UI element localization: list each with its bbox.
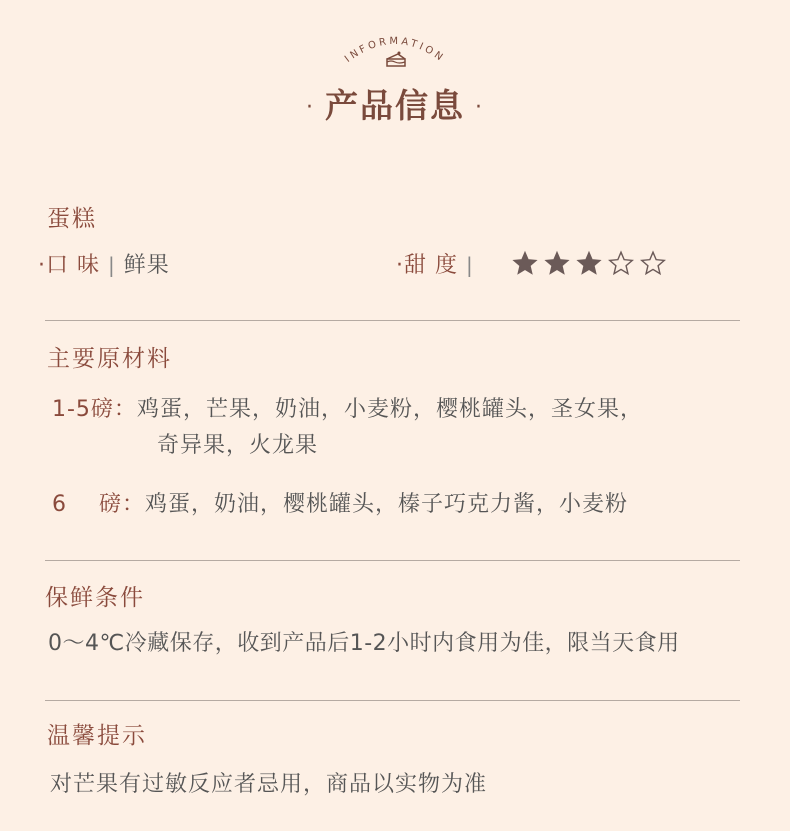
- divider-3: [45, 700, 740, 701]
- page-title: [0, 80, 790, 127]
- divider-1: [45, 320, 740, 321]
- cake-icon: [385, 50, 407, 68]
- flavor-separator: |: [108, 253, 116, 277]
- sweetness-row: [396, 248, 482, 279]
- flavor-row: [38, 248, 170, 279]
- ingredients-row-1-label: 1-5磅：: [52, 397, 137, 422]
- tips-section-title: 温馨提示: [47, 723, 147, 749]
- storage-section-title: 保鲜条件: [45, 585, 145, 611]
- flavor-label: ·口 味: [38, 253, 100, 278]
- sweetness-separator: |: [466, 253, 474, 277]
- ingredients-row-2-label: 6 磅：: [52, 492, 145, 517]
- star-filled-icon: [576, 250, 602, 276]
- ingredients-row-1-line-2: 奇异果，火龙果: [157, 433, 319, 458]
- storage-text: 0～4℃冷藏保存，收到产品后1-2小时内食用为佳，限当天食用: [48, 631, 680, 656]
- ingredients-row-1-line-1: 鸡蛋，芒果，奶油，小麦粉，樱桃罐头，圣女果，: [136, 397, 643, 422]
- title-dot-left: ·: [306, 95, 315, 120]
- ingredients-row-2-value: 鸡蛋，奶油，樱桃罐头，榛子巧克力酱，小麦粉: [144, 492, 628, 517]
- title-dot-right: ·: [475, 95, 484, 120]
- title-text: 产品信息: [325, 86, 465, 125]
- ingredients-section-title: 主要原材料: [47, 346, 172, 372]
- sweetness-rating: [512, 250, 672, 276]
- ingredients-row-1: [52, 392, 643, 423]
- divider-2: [45, 560, 740, 561]
- star-empty-icon: [640, 250, 666, 276]
- flavor-value: 鲜果: [123, 253, 170, 278]
- arc-text: INFORMATION: [343, 35, 447, 65]
- star-empty-icon: [608, 250, 634, 276]
- tips-text: 对芒果有过敏反应者忌用，商品以实物为准: [50, 772, 488, 797]
- star-filled-icon: [512, 250, 538, 276]
- star-filled-icon: [544, 250, 570, 276]
- ingredients-row-2: [52, 487, 628, 518]
- cake-section-title: 蛋糕: [47, 206, 97, 232]
- sweetness-label: ·甜 度: [396, 253, 458, 278]
